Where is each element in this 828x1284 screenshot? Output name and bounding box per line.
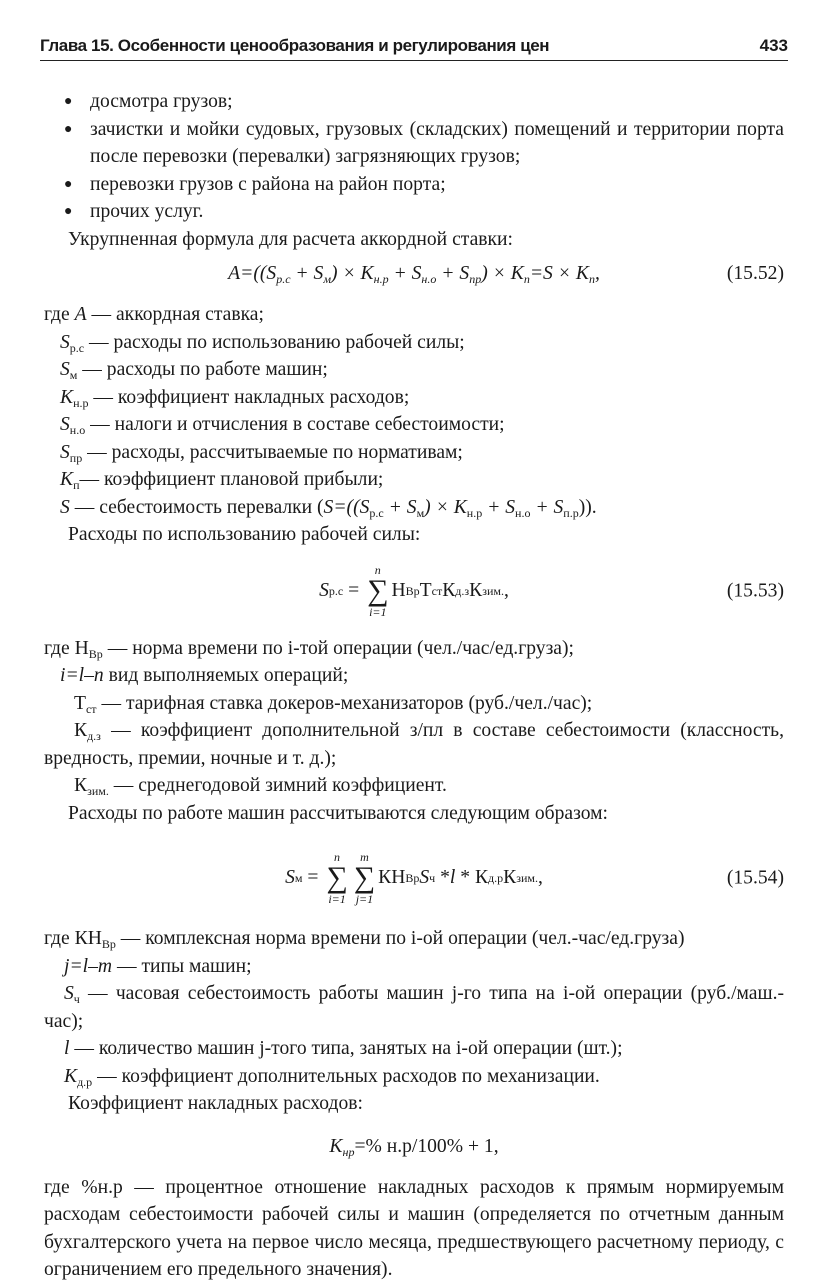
formula-expression: S м = n ∑ i=1 m ∑ j=1 КН Вр S ч * l * К д.р К зим. ,	[285, 850, 543, 906]
formula-expression: $K_{нр}=\%$ н.р/100% + 1,	[329, 1135, 499, 1159]
definition-item: i=l–n вид выполняемых операций;	[60, 665, 349, 686]
definition-item: $К_{зим.}$ — среднегодовой зимний коэффициент.	[74, 775, 447, 798]
formula-expression: $A=((S_{р.с} + S_м) \times K_{н.р} + S_{н.о} + S_{пр}) \times K_п=S \times K_п$,	[228, 263, 600, 286]
equation-number: (15.53)	[726, 579, 784, 601]
list-item: ● перевозки грузов с района на район порта;	[44, 171, 784, 199]
final-paragraph: где %н.р — процентное отношение накладных расходов к прямым нормируемым расходам себестоимости рабочей силы и машин (определяется по отчетным данным бухгалтерского учета на первое число месяца, предшествующего расчетному периоду, с ограничением его предельного значения).	[44, 1176, 784, 1280]
definition-item: где $КН_{Вр}$ — комплексная норма времени по i-ой операции (чел.-час/ед.груза)	[44, 928, 685, 951]
definition-item: j=l–m — типы машин;	[64, 955, 252, 977]
list-item: ● прочих услуг.	[44, 198, 784, 226]
definition-item: $K_{н.р}$ — коэффициент накладных расходов;	[60, 386, 410, 410]
definition-item: $S_{пр}$ — расходы, рассчитываемые по нормативам;	[60, 441, 463, 465]
service-list	[44, 88, 784, 226]
formula-overhead	[44, 1130, 784, 1164]
definition-item: $S_{н.о}$ — налоги и отчисления в составе себестоимости;	[60, 414, 505, 437]
equation-number: (15.54)	[726, 867, 784, 889]
formula-15-52	[44, 257, 784, 291]
formula-expression: S р.с = n ∑ i=1 Н Вр Т ст К д.з К зим. ,	[319, 562, 509, 619]
definition-item: l — количество машин j-того типа, занятых на i-ой операции (шт.);	[64, 1038, 623, 1059]
page-header	[40, 36, 788, 66]
definition-item-cost: S — себестоимость перевалки $(S=((S_{р.с} + S_м) \times K_{н.р} + S_{н.о} + S_{п.р}))$.	[60, 496, 597, 520]
formula-15-54	[44, 841, 784, 915]
definition-item: $K_п—$ коэффициент плановой прибыли;	[60, 469, 384, 492]
labor-intro: Расходы по использованию рабочей силы:	[68, 524, 421, 545]
list-item: ● досмотра грузов;	[44, 88, 784, 116]
formula-15-53	[44, 557, 784, 625]
chapter-title: Глава 15. Особенности ценообразования и регулирования цен	[40, 36, 550, 55]
definitions-list-labor	[44, 635, 784, 800]
definition-item: $S_{р.с}$ — расходы по использованию рабочей силы;	[60, 331, 465, 355]
machines-intro: Расходы по работе машин рассчитываются следующим образом:	[68, 802, 608, 824]
definition-item: где $Н_{Вр}$ — норма времени по i-той операции (чел./час/ед.груза);	[44, 637, 574, 661]
definitions-list-machines	[44, 925, 784, 1090]
overhead-intro: Коэффициент накладных расходов:	[68, 1093, 363, 1114]
formula-intro: Укрупненная формула для расчета аккордной ставки:	[68, 228, 513, 250]
header-rule	[40, 60, 788, 61]
definition-item: $К_{д.з}$ — коэффициент дополнительной з/пл в составе себестоимости (классность, вредность, премии, ночные и т. д.);	[44, 720, 784, 769]
list-item: ● зачистки и мойки судовых, грузовых (складских) помещений и территории порта после перевозки (перевалки) загрязняющих грузов;	[44, 116, 784, 171]
page-number: 433	[759, 36, 788, 55]
equation-number: (15.52)	[726, 263, 784, 284]
definition-item: $Т_{ст}$ — тарифная ставка докеров-механизаторов (руб./чел./час);	[74, 692, 593, 716]
definition-item: $S_ч$ — часовая себестоимость работы машин j-го типа на i-ой операции (руб./маш.-час);	[44, 983, 784, 1032]
definition-item: $S_м$ — расходы по работе машин;	[60, 359, 328, 382]
definitions-list	[44, 329, 784, 522]
page-body	[44, 88, 784, 1284]
definition-lead: где A — аккордная ставка;	[44, 304, 264, 325]
definition-item: $K_{д.р}$ — коэффициент дополнительных расходов по механизации.	[64, 1065, 600, 1089]
